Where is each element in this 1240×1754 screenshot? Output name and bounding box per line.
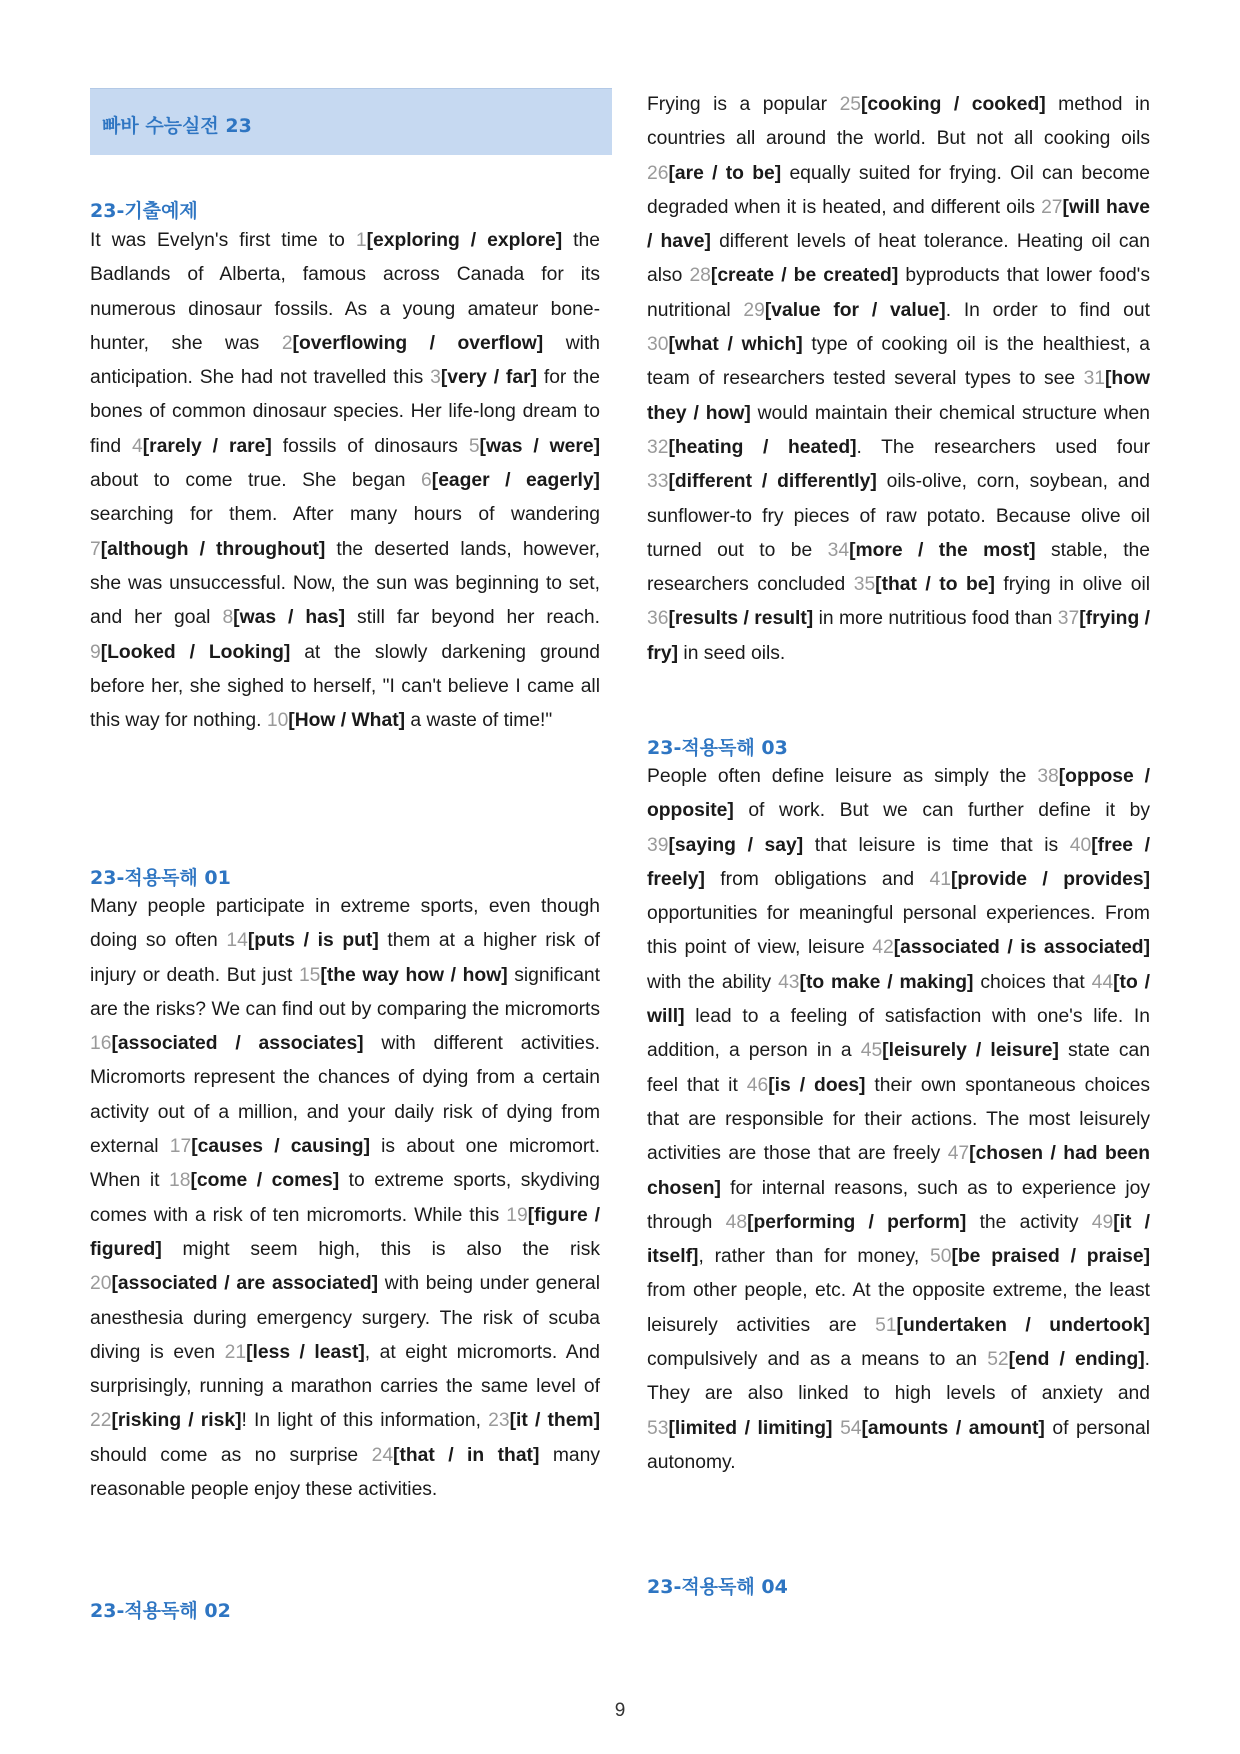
answer-choice: [are / to be] [668,162,782,184]
passage-text: choices that [973,971,1092,993]
blank-number: 16 [90,1033,112,1055]
passage-text: . The researchers used four [856,436,1150,458]
passage-text: compulsively and as a means to an [647,1349,988,1371]
blank-number: 15 [298,964,321,986]
blank-number: 23 [488,1410,510,1432]
passage-text: significant are the risks? We can find out by comparing the micromorts [90,964,600,1020]
passage-text: ! In light of this information, [241,1410,489,1432]
answer-choice: [that / to be] [875,574,995,596]
blank-number: 17 [169,1136,192,1158]
answer-choice: [How / What] [288,710,406,732]
answer-choice: [to make / making] [799,971,974,993]
passage-text: of personal autonomy. [647,1417,1151,1473]
answer-choice: [frying / fry] [647,608,1150,664]
blank-number: 51 [875,1314,897,1336]
blank-number: 37 [1057,608,1080,630]
blank-number: 21 [224,1341,247,1363]
answer-choice: [is / does] [768,1074,866,1096]
answer-choice: [rarely / rare] [142,435,272,457]
blank-number: 18 [169,1170,191,1192]
passage-text: in seed oils. [678,642,786,664]
blank-number: 32 [647,436,669,458]
blank-number: 34 [827,539,850,561]
passage-text: is about one micromort. When it [90,1136,601,1192]
blank-number: 35 [853,574,876,596]
blank-number: 10 [266,710,289,732]
blank-number: 42 [872,937,894,959]
blank-number: 31 [1083,368,1106,390]
answer-choice: [saying / say] [668,834,804,856]
blank-number: 30 [647,334,669,356]
blank-number: 25 [839,94,862,115]
passage-2 [647,88,1150,671]
answer-choice: [different / differently] [668,471,877,493]
blank-number: 7 [90,538,101,560]
answer-choice: [to / will] [647,971,1150,1028]
passage-text: fossils of dinosaurs [271,435,469,457]
passage-text: opportunities for meaningful personal experiences. From this point of view, leisure [647,903,1150,959]
answer-choice: [exploring / explore] [366,230,563,251]
passage-text: them at a higher risk of injury or death. But just [90,930,601,986]
answer-choice: [end / ending] [1008,1349,1145,1371]
blank-number: 4 [132,435,143,457]
page-number: 9 [614,1700,626,1721]
blank-number: 20 [90,1273,112,1295]
blank-number: 3 [430,367,441,389]
header-title: 빠바 수능실전 23 [102,115,252,137]
blank-number: 54 [840,1417,862,1439]
passage-text: their own spontaneous choices that are responsible for their actions. The most leisurely activities are those that are freely [647,1074,1151,1165]
passage-text: with anticipation. She had not travelled this [90,332,600,389]
passage-text: for internal reasons, such as to experience joy through [647,1177,1150,1233]
answer-choice: [Looked / Looking] [100,641,291,663]
section-title-4: 23-적용독해 04 [647,1576,788,1598]
passage-text: frying in olive oil [994,574,1151,596]
answer-choice: [provide / provides] [950,868,1150,890]
answer-choice: [puts / is put] [247,930,379,952]
passage-text: in more nutritious food than [813,608,1058,630]
answer-choice: [eager / eagerly] [431,470,600,492]
answer-choice: [associated / is associated] [893,937,1150,959]
blank-number: 19 [506,1204,528,1226]
blank-number: 40 [1069,834,1092,856]
passage-text: state can feel that it [647,1040,1151,1096]
passage-text: searching for them. After many hours of wandering [90,504,600,526]
answer-choice: [figure / figured] [90,1204,600,1260]
passage-text: of work. But we can further define it by [733,800,1150,822]
answer-choice: [risking / risk] [111,1410,242,1432]
answer-choice: [be praised / praise] [951,1246,1150,1268]
blank-number: 6 [421,470,432,492]
answer-choice: [associated / associates] [111,1033,364,1055]
blank-number: 48 [725,1211,748,1233]
passage-text: the activity [966,1211,1092,1233]
blank-number: 41 [929,868,951,890]
answer-choice: [performing / perform] [747,1211,967,1233]
blank-number: 28 [689,265,711,287]
answer-choice: [oppose / opposite] [647,766,1150,822]
answer-choice: [undertaken / undertook] [896,1314,1150,1336]
passage-text: with different activities. Micromorts represent the chances of dying from a certain activity out of a million, and your daily risk of dying from external [90,1033,600,1158]
header-box [90,88,612,155]
passage-text [832,1418,840,1439]
blank-number: 9 [90,641,101,663]
passage-text: should come as no surprise [90,1444,372,1466]
answer-choice: [create / be created] [710,265,899,287]
blank-number: 43 [778,971,800,993]
blank-number: 49 [1091,1211,1114,1233]
answer-choice: [overflowing / overflow] [292,332,544,354]
answer-choice: [although / throughout] [100,538,326,560]
answer-choice: [it / itself] [647,1211,1150,1268]
answer-choice: [free / freely] [647,834,1150,890]
blank-number: 2 [281,332,293,354]
passage-text: still far beyond her reach. [345,607,600,629]
answer-choice: [how they / how] [647,368,1150,424]
blank-number: 52 [987,1349,1009,1371]
answer-choice: [less / least] [246,1341,365,1363]
blank-number: 39 [647,834,669,856]
passage-text: for the bones of common dinosaur species. Her life-long dream to find [90,367,600,457]
answer-choice: [associated / are associated] [111,1273,379,1295]
passage-text: . They are also linked to high levels of anxiety and [647,1349,1150,1405]
blank-number: 47 [947,1143,970,1165]
passage-text: to extreme sports, skydiving comes with a risk of ten micromorts. While this [90,1170,600,1226]
answer-choice: [the way how / how] [320,964,508,986]
answer-choice: [limited / limiting] [668,1417,833,1439]
blank-number: 36 [647,608,669,630]
answer-choice: [very / far] [440,367,538,389]
passage-text: stable, the researchers concluded [647,539,1151,596]
section-title-0: 23-기출예제 [90,200,198,222]
blank-number: 53 [647,1417,669,1439]
passage-text: Frying is a popular [647,94,840,115]
blank-number: 5 [468,435,480,457]
passage-text: lead to a feeling of satisfaction with one's life. In addition, a person in a [647,1006,1150,1062]
passage-0 [90,224,600,738]
blank-number: 33 [647,471,669,493]
passage-text: with the ability [647,971,779,993]
passage-text: oils-olive, corn, soybean, and sunflower-to fry pieces of raw potato. Because olive oil turned out to be [647,471,1150,561]
passage-text: that leisure is time that is [803,834,1070,856]
blank-number: 45 [860,1040,883,1062]
blank-number: 44 [1091,971,1114,993]
answer-choice: [cooking / cooked] [861,94,1046,115]
answer-choice: [amounts / amount] [861,1417,1045,1439]
answer-choice: [more / the most] [849,539,1036,561]
section-title-1: 23-적용독해 01 [90,867,231,889]
passage-text: equally suited for frying. Oil can become degraded when it is heated, and different oils [647,162,1150,218]
passage-text: , at eight micromorts. And surprisingly, running a marathon carries the same level of [90,1341,601,1398]
passage-text: different levels of heat tolerance. Heating oil can also [647,231,1150,287]
passage-text: the deserted lands, however, she was unsuccessful. Now, the sun was beginning to set, and her goal [90,538,601,629]
passage-text: People often define leisure as simply the [647,766,1038,787]
passage-text: from other people, etc. At the opposite extreme, the least leisurely activities are [647,1280,1150,1336]
answer-choice: [what / which] [668,334,803,356]
passage-text: type of cooking oil is the healthiest, a team of researchers tested several types to see [647,334,1150,390]
passage-text: about to come true. She began [90,470,422,492]
passage-3 [647,760,1150,1480]
answer-choice: [value for / value] [764,299,946,321]
answer-choice: [leisurely / leisure] [882,1040,1059,1062]
answer-choice: [causes / causing] [191,1136,370,1158]
passage-1 [90,890,600,1507]
passage-text: Many people participate in extreme sports, even though doing so often [90,896,600,952]
section-title-3: 23-적용독해 03 [647,737,788,759]
passage-text: at the slowly darkening ground before her, she sighed to herself, "I can't believe I came all this way for nothing. [90,641,600,732]
passage-text: byproducts that lower food's nutritional [647,265,1150,321]
blank-number: 1 [355,230,367,251]
passage-text: would maintain their chemical structure when [750,402,1150,424]
passage-text: with being under general anesthesia during emergency surgery. The risk of scuba diving is even [90,1273,600,1363]
answer-choice: [come / comes] [190,1170,340,1192]
blank-number: 29 [743,299,765,321]
passage-text: from obligations and [704,868,930,890]
passage-text: . In order to find out [945,299,1150,321]
answer-choice: [will have / have] [647,196,1150,253]
answer-choice: [chosen / had been chosen] [647,1143,1150,1199]
blank-number: 46 [746,1074,769,1096]
answer-choice: [was / were] [479,435,601,457]
passage-text: It was Evelyn's first time to [90,230,356,251]
answer-choice: [that / in that] [393,1444,540,1466]
blank-number: 22 [90,1410,112,1432]
passage-text: the Badlands of Alberta, famous across Canada for its numerous dinosaur fossils. As a young amateur bone-hunter, she was [90,230,600,354]
answer-choice: [heating / heated] [668,436,857,458]
section-title-2: 23-적용독해 02 [90,1600,231,1622]
blank-number: 27 [1041,196,1063,218]
blank-number: 24 [371,1444,394,1466]
passage-text: method in countries all around the world. But not all cooking oils [647,94,1150,150]
blank-number: 26 [647,162,669,184]
answer-choice: [it / them] [509,1410,600,1432]
passage-text: might seem high, this is also the risk [161,1238,600,1260]
blank-number: 38 [1037,766,1059,787]
passage-text: a waste of time!" [405,710,553,732]
blank-number: 14 [226,930,248,952]
blank-number: 8 [222,607,234,629]
answer-choice: [was / has] [233,607,346,629]
blank-number: 50 [930,1246,952,1268]
passage-text: , rather than for money, [698,1246,931,1268]
passage-text: many reasonable people enjoy these activities. [90,1444,601,1501]
answer-choice: [results / result] [668,608,814,630]
